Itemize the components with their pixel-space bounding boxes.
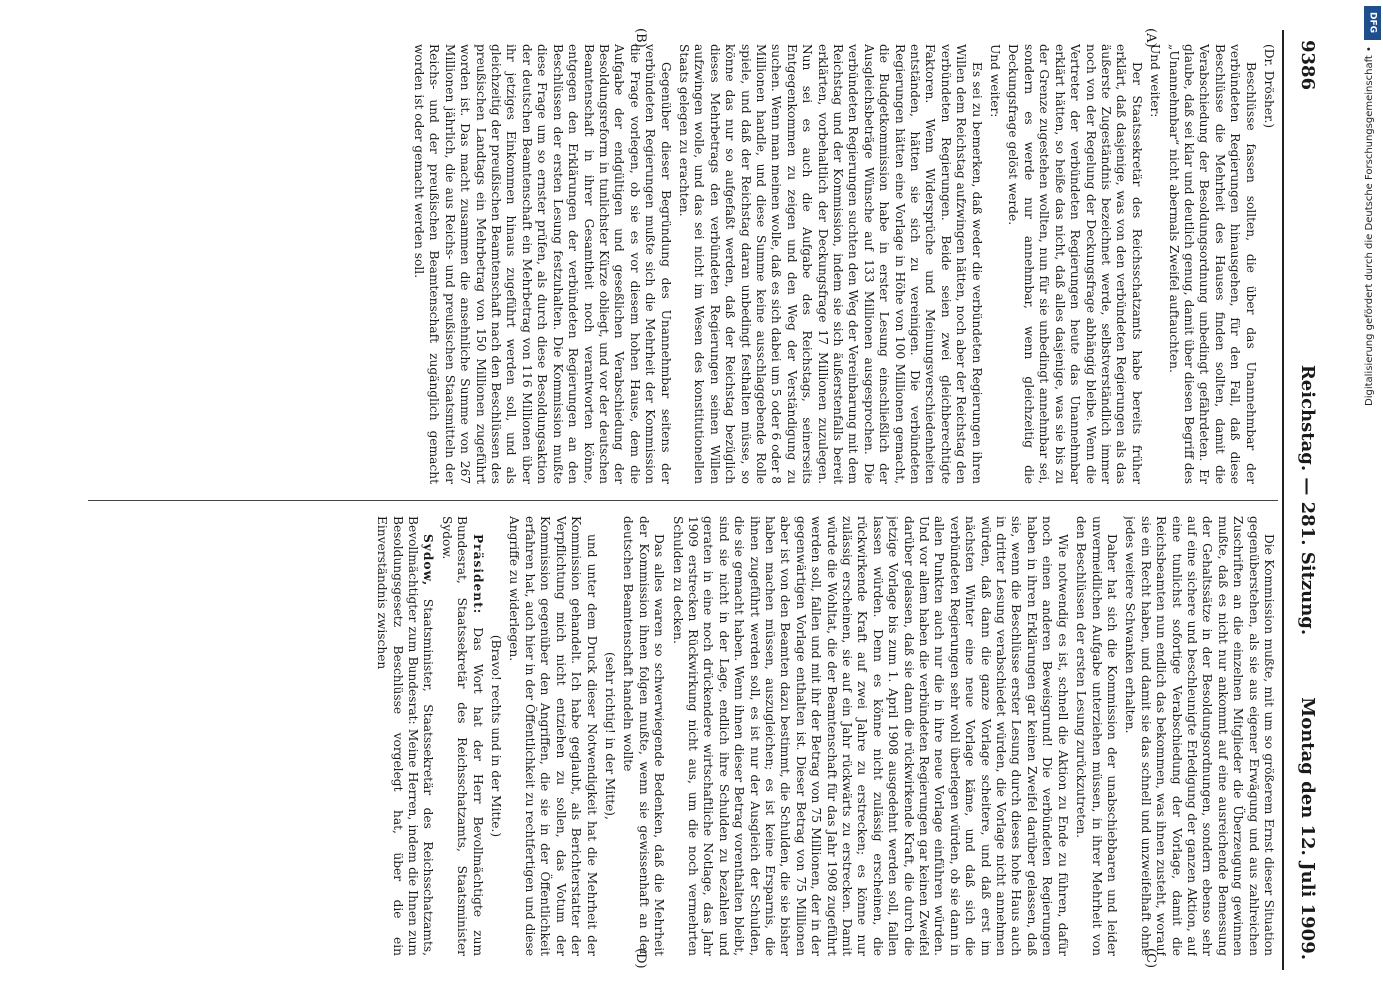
speaker-name: Präsident: xyxy=(470,534,485,615)
column-divider xyxy=(88,500,1278,501)
paragraph: Der Staatssekretär des Reichsschatzamts habe bereits früher erklärt, daß dasjenige, was von den verbündeten Regierungen als das äußerste Zugeständnis bezeichnet werde, selbstverständlich immer noch von der Regelung der Deckungsfrage abhängig bleibe. Wenn die Vertreter der verbündeten Regierungen heute das Unannehmbar erklärt hätten, so heiße das nicht, daß alles dasjenige, was sie bis zu der Grenze zugestehen wollten, nun für sie unbedingt annehmbar sei, sondern es werde nur annehmbar, wenn gleichzeitig die Deckungsfrage gelöst werde. xyxy=(1006,44,1144,484)
margin-marker-d: (D) xyxy=(633,948,648,969)
session-date: Montag den 12. Juli 1909. xyxy=(1297,697,1318,960)
speaker-name: Sydow, xyxy=(421,534,436,587)
paragraph: und unter dem Druck dieser Notwendigkeit hat die Mehrheit der Kommission gehandelt. Ich habe geglaubt, als Berichterstatter der Verpflichtung mich nicht entziehen zu sollen, das Votum der Kommission gegenüber den Angriffen, die sie in der Öffentlichkeit erfahren hat, auch hier in der Öffentlichkeit zu rechtfertigen und diese Angriffe zu widerlegen. xyxy=(507,516,599,956)
margin-marker-c: (C) xyxy=(1143,948,1158,969)
session-title: Reichstag. — 281. Sitzung. xyxy=(1297,364,1318,636)
dfg-logo: DFG xyxy=(1364,6,1381,40)
paragraph: Daher hat sich die Kommission der unabschiebbaren und leider unvermeidlichen Aufgabe unterziehen müssen, in ihrer Mehrheit von den Beschlüssen der ersten Lesung zurückzutreten. xyxy=(1074,516,1119,956)
rotated-document-page xyxy=(28,30,1328,970)
speaker-note: (Dr. Drösher.) xyxy=(1262,44,1276,129)
digitization-sidebar xyxy=(1362,0,1383,1000)
interjection: (sehr richtig! in der Mitte), xyxy=(602,652,617,820)
left-column xyxy=(36,44,1276,484)
paragraph-intro: Und weiter: xyxy=(988,44,1003,118)
header-rule xyxy=(1282,30,1284,970)
paragraph: Beschlüsse fassen sollten, die über das Unannehmbar der verbündeten Regierungen hinausgehen, für den Fall, daß diese Beschlüsse die Mehrheit des Hauses finden sollten, damit die Verabschiedung der Besoldungsordnung unbedingt gefährdeten. Er glaube, daß sei klar und deutlich genug, damit über diesen Begriff des „Unannehmbar“ nicht abermals Zweifel auftauchten. xyxy=(1166,44,1258,484)
paragraph: Die Kommission mußte, mit um so größerem Ernst dieser Situation gegenüberstehen, als sie aus eigener Erwägung und aus zahlreichen Zuschriften an die einzelnen Mitglieder die Überzeugung gewinnen mußte, daß es nicht nur ankommt auf eine ausreichende Bemessung der Gehaltssätze in der Besoldungsordnungen, sondern ebenso sehr auf eine sichere und beschleunigte Erledigung der ganzen Aktion, auf eine tunlichst sofortige Verabschiedung der Vorlage, damit die Reichsbeamten nun endlich das bekommen, was ihnen zusteht, worauf sie ein Recht haben, und damit sie das schnell und unzweifelhaft ohne jedes weitere Schwanken erhalten. xyxy=(1123,516,1276,956)
speaker-paragraph xyxy=(438,516,484,956)
speech-text: Das Wort hat der Herr Bevollmächtigte zum Bundesrat, Staatssekretär des Reichsschatzamts, Staatsminister Sydow. xyxy=(439,516,485,956)
paragraph: Gegenüber dieser Begründung des Unannehmbar seitens der verbündeten Regierungen mußte sich die Mehrheit der Kommission die Frage vorlegen, ob sie es vor diesem hohen Hause, dem die Aufgabe der endgültigen und geseßlichen Verabschiedung der Besoldungsreform in tunlichster Kürze obliegt, und vor der deutschen Beamtenschaft in ihrer Gesamtheit noch verantworten könne, entgegen den Erklärungen der verbündeten Regierungen an den Beschlüssen der ersten Lesung festzuhalten. Die Kommission mußte diese Frage um so ernster prüfen, als durch diese Besoldungsaktion der deutschen Beamtenschaft ein Mehrbetrag von 116 Millionen über ihr jetziges Einkommen hinaus zugeführt werden soll, und als gleichzeitig der preußischen Beamtenschaft nach den Beschlüssen des preußischen Landtags ein Mehrbetrag von 150 Millionen zugeführt worden ist. Das macht zusammen die ansehnliche Summe von 267 Millionen jährlich, die aus Reichs- und preußischen Staatsmitteln der Reichs- und der preußischen Beamtenschaft zugänglich gemacht worden ist oder gemacht werden soll. xyxy=(412,44,673,484)
paragraph-intro: Und weiter: xyxy=(1148,44,1163,118)
right-column xyxy=(36,516,1276,956)
paragraph: Das alles waren so schwerwiegende Bedenken, daß die Mehrheit der Kommission ihnen folgen mußte, wenn sie gewissenhaft an der deutschen Beamtenschaft handeln wollte xyxy=(621,516,667,956)
digitization-note: Digitalisierung gefördert durch die Deutsche Forschungsgemeinschaft • xyxy=(1364,46,1375,406)
page-number: 9386 xyxy=(1297,40,1318,91)
page-header xyxy=(1288,30,1328,970)
margin-marker-a: (A) xyxy=(1143,28,1158,48)
paragraph: Wie notwendig es ist, schnell die Aktion zu Ende zu führen, dafür noch einen anderen Beweisgrund! Die verbündeten Regierungen haben in ihren Erklärungen gar keinen Zweifel darüber gelassen, daß sie, wenn die Beschlüsse erster Lesung durch dieses hohe Haus auch in dritter Lesung verabschiedet würden, die Vorlage nicht annehmen würden, daß dann die ganze Vorlage scheitere, und daß erst im nächsten Winter eine neue Vorlage käme, und daß sich die verbündeten Regierungen sehr wohl überlegen würden, ob sie dann in allen Punkten auch nur die in ihre neue Vorlage einführen würden. Und vor allem haben die verbündeten Regierungen gar keinen Zweifel darüber gelassen, daß sie dann die rückwirkende Kraft, die durch die jetzige Vorlage bis zum 1. April 1908 ausgedehnt werden soll, fallen lassen würden. Denn es könne nicht zulässig erscheinen, die rückwirkende Kraft auf zwei Jahre zu erstrecken; es könne nur zulässig erscheinen, sie auf ein Jahr rückwärts zu erstrecken. Damit würde die Wohltat, die der Beamtenschaft für das Jahr 1908 zugeführt werden soll, fallen und mit ihr der Betrag von 75 Millionen, der in der gegenwärtigen Vorlage enthalten ist. Dieser Betrag von 75 Millionen aber ist von den Beamten dazu bestimmt, die Schulden, die sie bisher haben machen müssen, auszugleichen; es ist keine Ersparnis, die ihnen zugeführt werden soll, es ist nur der Ausgleich der Schulden, die sie gemacht haben. Wenn ihnen dieser Betrag vorenthalten bleibt, sind sie nicht in der Lage, endlich ihre Schulden zu bezahlen und geraten in eine noch drückendere wirtschaftliche Notlage, das Jahr 1909 erstrecken Rückwirkung nicht aus, um die noch vermehrten Schulden zu decken. xyxy=(670,516,1070,956)
margin-marker-b: (B) xyxy=(633,28,648,48)
paragraph: Es sei zu bemerken, daß weder die verbündeten Regierungen ihren Willen dem Reichstag aufzwingen hätten, noch aber der Reichstag den verbündeten Regierungen. Beide seien zwei gleichberechtigte Faktoren. Wenn Widersprüche und Meinungsverschiedenheiten entständen, hätten sie sich zu vereinigen. Die verbündeten Regierungen hätten eine Vorlage in Höhe von 100 Millionen gemacht, die Budgetkommission habe in erster Lesung einschließlich der Ausgleichsbeträge Wünsche auf 133 Millionen ausgesprochen. Die verbündeten Regierungen suchten den Weg der Vereinbarung mit dem Reichstag und der Kommission, indem sie sich äußerstenfalls bereit erklärten, vorbehaltlich der Deckungsfrage 17 Millionen zuzulegen. Nun sei es auch die Aufgabe des Reichstags, seinerseits Entgegenkommen zu zeigen und den Weg der Verständigung zu suchen. Wenn man meinen wolle, daß es sich dabei um 5 oder 6 oder 8 Millionen handle, und diese Summe keine ausschlaggebende Rolle spiele, und daß der Reichstag daran unbedingt festhalten müsse, so könne das nur so aufgefaßt werden, daß der Reichstag bezüglich dieses Mehrbetrags den verbündeten Regierungen seinen Willen aufzwingen wolle, und das sei nicht im Wesen des konstitutionellen Staats gelegen zu erachten. xyxy=(676,44,984,484)
interjection: (Bravo! rechts und in der Mitte.) xyxy=(489,634,504,838)
speech-text: Staatsminister, Staatssekretär des Reichsschatzamts, Bevollmächtigter zum Bundesrat: Meine Herren, indem die Ihnen zum Besoldungsgesetz Beschlüsse vorgelegt hat, über die ein Einverständnis zwischen xyxy=(375,516,436,956)
speaker-paragraph xyxy=(374,516,436,956)
